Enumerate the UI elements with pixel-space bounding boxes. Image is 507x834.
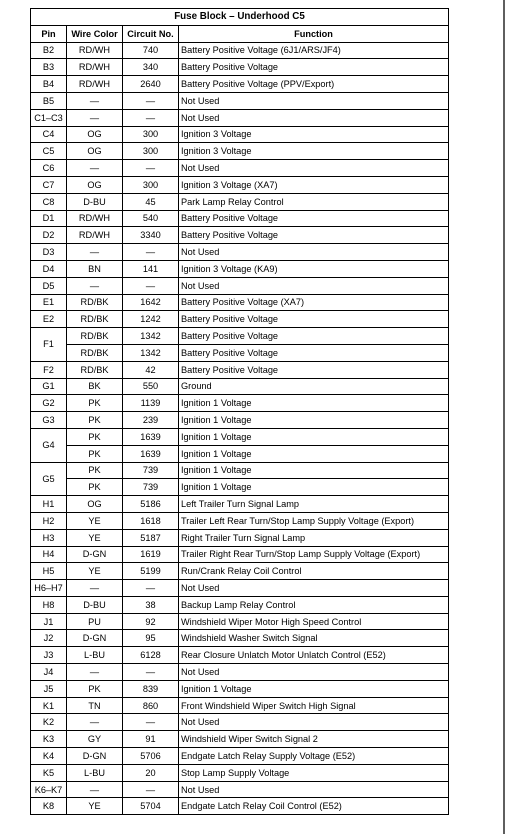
- table-row: [31, 428, 449, 445]
- circuit-cell: 6128: [123, 647, 179, 664]
- table-row: [31, 361, 449, 378]
- function-cell: Ignition 3 Voltage (KA9): [179, 260, 449, 277]
- wire-color-cell: YE: [67, 563, 123, 580]
- circuit-cell: —: [123, 160, 179, 177]
- table-row: [31, 798, 449, 815]
- pin-cell: C7: [31, 176, 67, 193]
- pin-cell: H3: [31, 529, 67, 546]
- wire-color-cell: OG: [67, 176, 123, 193]
- function-cell: Ignition 1 Voltage: [179, 412, 449, 429]
- function-cell: Ignition 1 Voltage: [179, 395, 449, 412]
- wire-color-cell: TN: [67, 697, 123, 714]
- table-row: [31, 664, 449, 681]
- pin-cell: K4: [31, 748, 67, 765]
- wire-color-cell: PK: [67, 445, 123, 462]
- wire-color-cell: RD/WH: [67, 42, 123, 59]
- circuit-cell: —: [123, 714, 179, 731]
- circuit-cell: —: [123, 781, 179, 798]
- wire-color-cell: RD/WH: [67, 227, 123, 244]
- pin-cell: K5: [31, 764, 67, 781]
- circuit-cell: 20: [123, 764, 179, 781]
- table-title: Fuse Block – Underhood C5: [31, 9, 449, 26]
- function-cell: Battery Positive Voltage: [179, 59, 449, 76]
- header-function: Function: [179, 25, 449, 42]
- table-row: [31, 496, 449, 513]
- circuit-cell: 38: [123, 596, 179, 613]
- pin-cell: C8: [31, 193, 67, 210]
- pin-cell: J5: [31, 680, 67, 697]
- circuit-cell: —: [123, 92, 179, 109]
- circuit-cell: 5187: [123, 529, 179, 546]
- wire-color-cell: D-GN: [67, 630, 123, 647]
- table-body: [31, 42, 449, 815]
- wire-color-cell: D-BU: [67, 193, 123, 210]
- wire-color-cell: —: [67, 92, 123, 109]
- wire-color-cell: RD/BK: [67, 328, 123, 345]
- circuit-cell: 550: [123, 378, 179, 395]
- wire-color-cell: —: [67, 580, 123, 597]
- function-cell: Ignition 3 Voltage: [179, 143, 449, 160]
- pin-cell: H2: [31, 512, 67, 529]
- circuit-cell: 1342: [123, 328, 179, 345]
- function-cell: Not Used: [179, 277, 449, 294]
- wire-color-cell: D-BU: [67, 596, 123, 613]
- pin-cell: B4: [31, 76, 67, 93]
- function-cell: Ignition 1 Voltage: [179, 445, 449, 462]
- circuit-cell: 300: [123, 143, 179, 160]
- table-row: [31, 479, 449, 496]
- wire-color-cell: —: [67, 781, 123, 798]
- pin-cell: G1: [31, 378, 67, 395]
- function-cell: Front Windshield Wiper Switch High Signal: [179, 697, 449, 714]
- table-row: [31, 227, 449, 244]
- pin-cell: D2: [31, 227, 67, 244]
- pin-cell: D4: [31, 260, 67, 277]
- pin-cell: H8: [31, 596, 67, 613]
- function-cell: Windshield Wiper Motor High Speed Control: [179, 613, 449, 630]
- table-row: [31, 193, 449, 210]
- wire-color-cell: —: [67, 244, 123, 261]
- pin-cell: J4: [31, 664, 67, 681]
- title-row: [31, 9, 449, 26]
- pinout-table: [30, 8, 449, 815]
- pin-cell: J2: [31, 630, 67, 647]
- table-row: [31, 731, 449, 748]
- wire-color-cell: D-GN: [67, 546, 123, 563]
- pin-cell: J3: [31, 647, 67, 664]
- wire-color-cell: YE: [67, 512, 123, 529]
- pin-cell: C6: [31, 160, 67, 177]
- function-cell: Run/Crank Relay Coil Control: [179, 563, 449, 580]
- table-row: [31, 546, 449, 563]
- wire-color-cell: RD/WH: [67, 76, 123, 93]
- function-cell: Right Trailer Turn Signal Lamp: [179, 529, 449, 546]
- pin-cell: C1–C3: [31, 109, 67, 126]
- wire-color-cell: —: [67, 664, 123, 681]
- function-cell: Stop Lamp Supply Voltage: [179, 764, 449, 781]
- wire-color-cell: PK: [67, 680, 123, 697]
- circuit-cell: 5186: [123, 496, 179, 513]
- table-row: [31, 328, 449, 345]
- function-cell: Battery Positive Voltage: [179, 344, 449, 361]
- pin-cell: K1: [31, 697, 67, 714]
- circuit-cell: 239: [123, 412, 179, 429]
- function-cell: Ignition 1 Voltage: [179, 479, 449, 496]
- circuit-cell: 839: [123, 680, 179, 697]
- table-row: [31, 596, 449, 613]
- table-row: [31, 42, 449, 59]
- wire-color-cell: PK: [67, 479, 123, 496]
- wire-color-cell: —: [67, 160, 123, 177]
- wire-color-cell: BK: [67, 378, 123, 395]
- function-cell: Trailer Left Rear Turn/Stop Lamp Supply Voltage (Export): [179, 512, 449, 529]
- table-row: [31, 378, 449, 395]
- pin-cell: G2: [31, 395, 67, 412]
- circuit-cell: 2640: [123, 76, 179, 93]
- function-cell: Ignition 1 Voltage: [179, 680, 449, 697]
- pin-cell: K2: [31, 714, 67, 731]
- pin-cell: G3: [31, 412, 67, 429]
- header-circuit-no: Circuit No.: [123, 25, 179, 42]
- table-row: [31, 748, 449, 765]
- function-cell: Backup Lamp Relay Control: [179, 596, 449, 613]
- wire-color-cell: —: [67, 277, 123, 294]
- circuit-cell: 300: [123, 176, 179, 193]
- circuit-cell: —: [123, 277, 179, 294]
- function-cell: Rear Closure Unlatch Motor Unlatch Control (E52): [179, 647, 449, 664]
- function-cell: Battery Positive Voltage: [179, 328, 449, 345]
- pin-cell: H5: [31, 563, 67, 580]
- function-cell: Ignition 1 Voltage: [179, 462, 449, 479]
- circuit-cell: 740: [123, 42, 179, 59]
- table-row: [31, 445, 449, 462]
- table-row: [31, 764, 449, 781]
- table-row: [31, 563, 449, 580]
- wire-color-cell: PU: [67, 613, 123, 630]
- circuit-cell: 45: [123, 193, 179, 210]
- wire-color-cell: RD/BK: [67, 361, 123, 378]
- wire-color-cell: PK: [67, 462, 123, 479]
- circuit-cell: 1619: [123, 546, 179, 563]
- function-cell: Not Used: [179, 781, 449, 798]
- function-cell: Battery Positive Voltage (PPV/Export): [179, 76, 449, 93]
- circuit-cell: 1618: [123, 512, 179, 529]
- wire-color-cell: RD/WH: [67, 210, 123, 227]
- circuit-cell: 91: [123, 731, 179, 748]
- table-row: [31, 59, 449, 76]
- pin-cell: K8: [31, 798, 67, 815]
- table-row: [31, 160, 449, 177]
- function-cell: Ignition 1 Voltage: [179, 428, 449, 445]
- function-cell: Battery Positive Voltage (XA7): [179, 294, 449, 311]
- table-row: [31, 109, 449, 126]
- pin-cell: B3: [31, 59, 67, 76]
- function-cell: Battery Positive Voltage: [179, 210, 449, 227]
- circuit-cell: —: [123, 664, 179, 681]
- circuit-cell: 141: [123, 260, 179, 277]
- wire-color-cell: PK: [67, 412, 123, 429]
- function-cell: Not Used: [179, 714, 449, 731]
- function-cell: Not Used: [179, 92, 449, 109]
- table-row: [31, 311, 449, 328]
- pinout-sheet: [30, 8, 448, 818]
- function-cell: Battery Positive Voltage (6J1/ARS/JF4): [179, 42, 449, 59]
- pin-cell: B2: [31, 42, 67, 59]
- pin-cell: C5: [31, 143, 67, 160]
- function-cell: Not Used: [179, 160, 449, 177]
- pin-cell: K6–K7: [31, 781, 67, 798]
- function-cell: Battery Positive Voltage: [179, 227, 449, 244]
- pin-cell: H1: [31, 496, 67, 513]
- wire-color-cell: GY: [67, 731, 123, 748]
- table-row: [31, 126, 449, 143]
- function-cell: Endgate Latch Relay Supply Voltage (E52): [179, 748, 449, 765]
- circuit-cell: 540: [123, 210, 179, 227]
- function-cell: Not Used: [179, 109, 449, 126]
- table-row: [31, 512, 449, 529]
- function-cell: Endgate Latch Relay Coil Control (E52): [179, 798, 449, 815]
- function-cell: Ignition 3 Voltage (XA7): [179, 176, 449, 193]
- wire-color-cell: PK: [67, 428, 123, 445]
- circuit-cell: —: [123, 244, 179, 261]
- table-row: [31, 714, 449, 731]
- wire-color-cell: BN: [67, 260, 123, 277]
- circuit-cell: —: [123, 109, 179, 126]
- pin-cell: H4: [31, 546, 67, 563]
- table-row: [31, 462, 449, 479]
- pin-cell: B5: [31, 92, 67, 109]
- table-row: [31, 76, 449, 93]
- header-pin: Pin: [31, 25, 67, 42]
- circuit-cell: —: [123, 580, 179, 597]
- pin-cell: H6–H7: [31, 580, 67, 597]
- wire-color-cell: RD/BK: [67, 311, 123, 328]
- wire-color-cell: YE: [67, 529, 123, 546]
- table-row: [31, 143, 449, 160]
- table-row: [31, 412, 449, 429]
- function-cell: Ignition 3 Voltage: [179, 126, 449, 143]
- pin-cell: F1: [31, 328, 67, 362]
- wire-color-cell: OG: [67, 126, 123, 143]
- table-row: [31, 529, 449, 546]
- pin-cell: D5: [31, 277, 67, 294]
- table-row: [31, 781, 449, 798]
- wire-color-cell: YE: [67, 798, 123, 815]
- table-row: [31, 176, 449, 193]
- table-row: [31, 344, 449, 361]
- circuit-cell: 5199: [123, 563, 179, 580]
- header-row: [31, 25, 449, 42]
- table-row: [31, 697, 449, 714]
- table-row: [31, 260, 449, 277]
- page-edge-line: [503, 0, 505, 834]
- wire-color-cell: L-BU: [67, 647, 123, 664]
- wire-color-cell: OG: [67, 143, 123, 160]
- table-row: [31, 294, 449, 311]
- table-row: [31, 630, 449, 647]
- circuit-cell: 1139: [123, 395, 179, 412]
- wire-color-cell: RD/WH: [67, 59, 123, 76]
- circuit-cell: 1639: [123, 428, 179, 445]
- pin-cell: D1: [31, 210, 67, 227]
- function-cell: Battery Positive Voltage: [179, 361, 449, 378]
- function-cell: Ground: [179, 378, 449, 395]
- circuit-cell: 95: [123, 630, 179, 647]
- circuit-cell: 300: [123, 126, 179, 143]
- table-row: [31, 613, 449, 630]
- pin-cell: J1: [31, 613, 67, 630]
- circuit-cell: 739: [123, 479, 179, 496]
- function-cell: Not Used: [179, 580, 449, 597]
- pin-cell: E2: [31, 311, 67, 328]
- wire-color-cell: RD/BK: [67, 344, 123, 361]
- wire-color-cell: —: [67, 109, 123, 126]
- wire-color-cell: RD/BK: [67, 294, 123, 311]
- circuit-cell: 3340: [123, 227, 179, 244]
- table-row: [31, 680, 449, 697]
- circuit-cell: 1642: [123, 294, 179, 311]
- header-wire-color: Wire Color: [67, 25, 123, 42]
- circuit-cell: 860: [123, 697, 179, 714]
- wire-color-cell: PK: [67, 395, 123, 412]
- function-cell: Left Trailer Turn Signal Lamp: [179, 496, 449, 513]
- circuit-cell: 5704: [123, 798, 179, 815]
- table-row: [31, 580, 449, 597]
- wire-color-cell: —: [67, 714, 123, 731]
- function-cell: Not Used: [179, 244, 449, 261]
- circuit-cell: 340: [123, 59, 179, 76]
- wire-color-cell: OG: [67, 496, 123, 513]
- function-cell: Windshield Washer Switch Signal: [179, 630, 449, 647]
- pin-cell: G5: [31, 462, 67, 496]
- table-row: [31, 647, 449, 664]
- pin-cell: C4: [31, 126, 67, 143]
- circuit-cell: 1342: [123, 344, 179, 361]
- table-row: [31, 92, 449, 109]
- circuit-cell: 42: [123, 361, 179, 378]
- function-cell: Trailer Right Rear Turn/Stop Lamp Supply Voltage (Export): [179, 546, 449, 563]
- table-row: [31, 277, 449, 294]
- pin-cell: D3: [31, 244, 67, 261]
- function-cell: Not Used: [179, 664, 449, 681]
- table-row: [31, 395, 449, 412]
- function-cell: Battery Positive Voltage: [179, 311, 449, 328]
- circuit-cell: 1639: [123, 445, 179, 462]
- pin-cell: K3: [31, 731, 67, 748]
- function-cell: Windshield Wiper Switch Signal 2: [179, 731, 449, 748]
- table-row: [31, 244, 449, 261]
- wire-color-cell: L-BU: [67, 764, 123, 781]
- function-cell: Park Lamp Relay Control: [179, 193, 449, 210]
- pin-cell: F2: [31, 361, 67, 378]
- circuit-cell: 5706: [123, 748, 179, 765]
- circuit-cell: 739: [123, 462, 179, 479]
- table-row: [31, 210, 449, 227]
- pin-cell: G4: [31, 428, 67, 462]
- wire-color-cell: D-GN: [67, 748, 123, 765]
- circuit-cell: 1242: [123, 311, 179, 328]
- circuit-cell: 92: [123, 613, 179, 630]
- pin-cell: E1: [31, 294, 67, 311]
